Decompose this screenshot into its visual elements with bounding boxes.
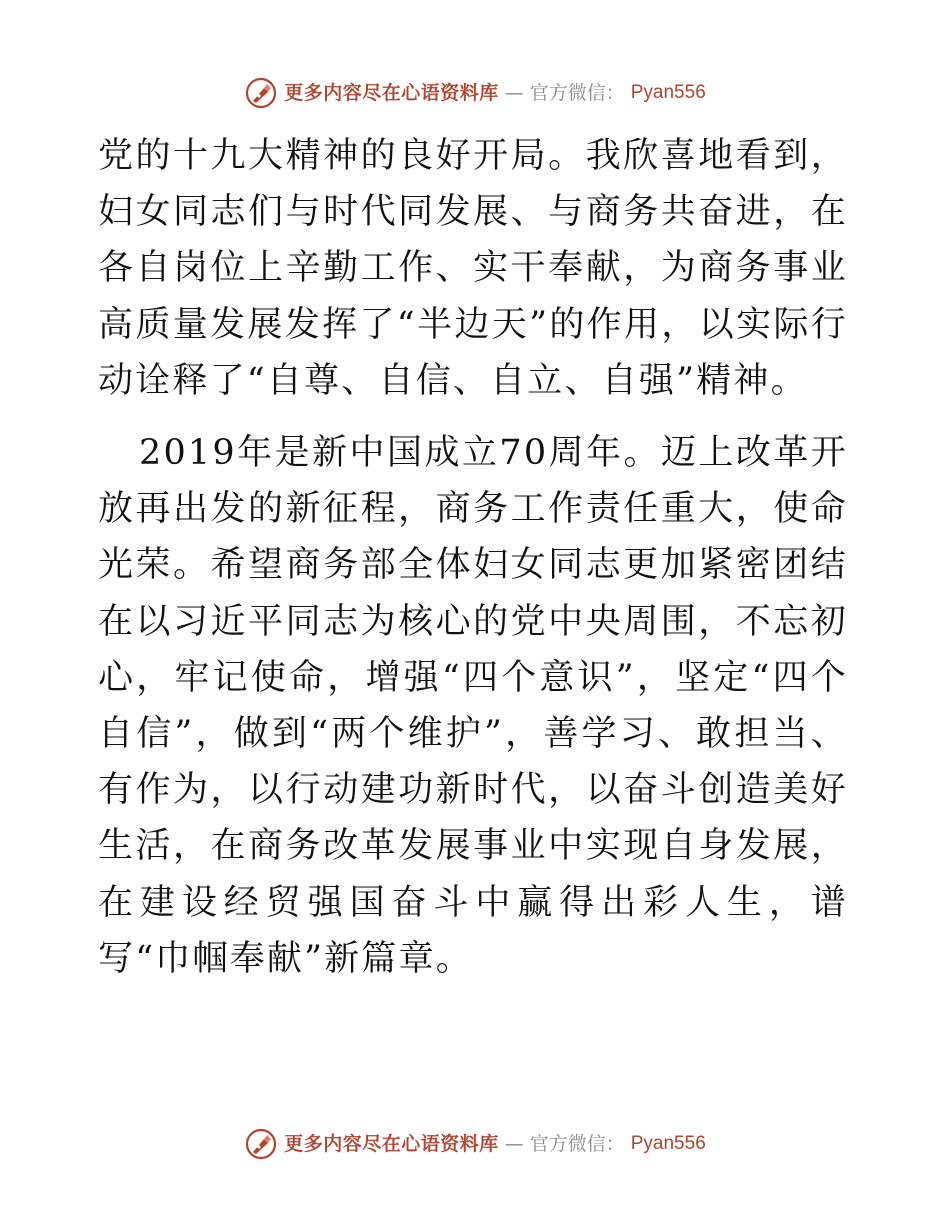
paragraph: 党的十九大精神的良好开局。我欣喜地看到，妇女同志们与时代同发展、与商务共奋进，在各自岗位上辛勤工作、实干奉献，为商务事业高质量发展发挥了“半边天”的作用，以实际行动诠释了“自尊、自信、自立、自强”精神。 [98, 136, 848, 401]
footer-watermark [0, 1127, 950, 1161]
paragraph: 2019年是新中国成立70周年。迈上改革开放再出发的新征程，商务工作责任重大，使命光荣。希望商务部全体妇女同志更加紧密团结在以习近平同志为核心的党中央周围，不忘初心，牢记使命，增强“四个意识”，坚定“四个自信”，做到“两个维护”，善学习、敢担当、有作为，以行动建功新时代，以奋斗创造美好生活，在商务改革发展事业中实现自身发展，在建设经贸强国奋斗中赢得出彩人生，谱写“巾帼奉献”新篇章。 [98, 433, 848, 979]
pen-nib-logo-icon [244, 1127, 278, 1161]
watermark-site-text: 更多内容尽在心语资料库 [284, 1133, 499, 1155]
watermark-wechat-label: 官方微信： [529, 1133, 625, 1155]
pen-nib-logo-icon [244, 76, 278, 110]
watermark-wechat-label: 官方微信： [529, 82, 625, 104]
watermark-separator: — [504, 82, 524, 104]
watermark-wechat-id: Pyan556 [630, 82, 706, 103]
document-body [98, 128, 848, 987]
watermark-site-text: 更多内容尽在心语资料库 [284, 82, 499, 104]
watermark-wechat-id: Pyan556 [630, 1133, 706, 1154]
header-watermark [0, 76, 950, 110]
watermark-separator: — [504, 1133, 524, 1155]
